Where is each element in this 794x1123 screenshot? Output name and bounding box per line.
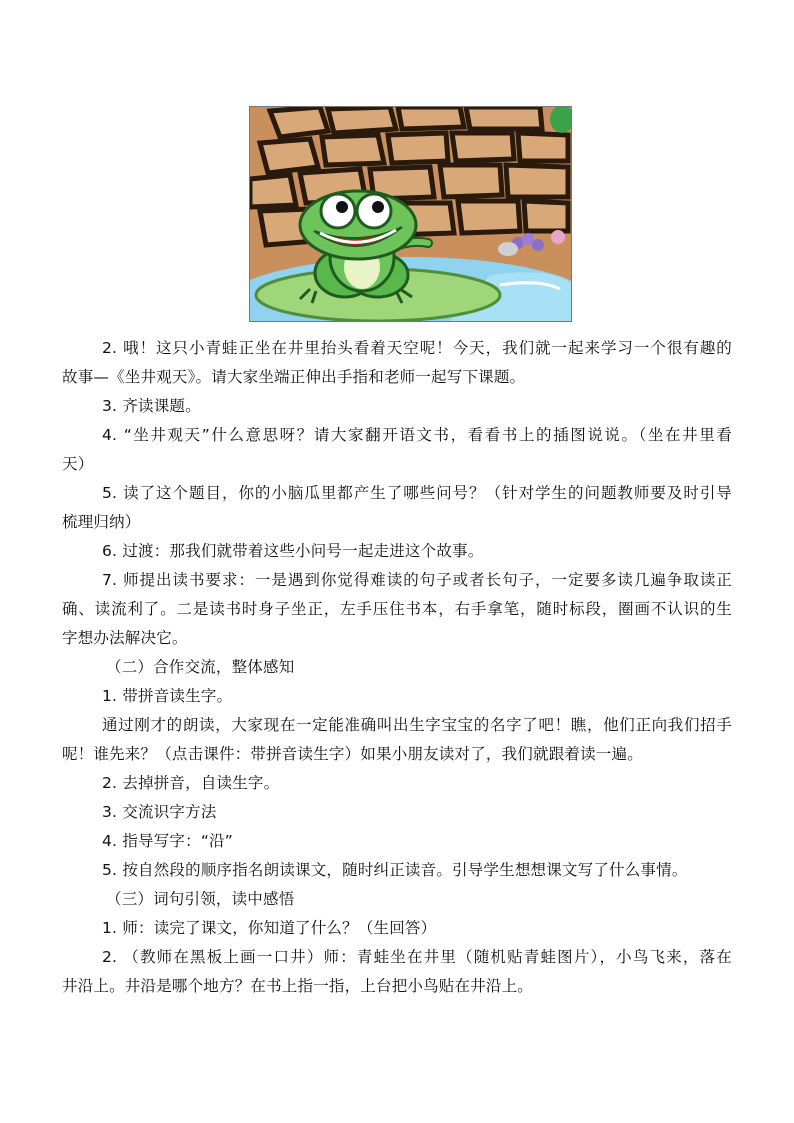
paragraph-4-line-1: 4. “坐井观天”什么意思呀？请大家翻开语文书，看看书上的插图说说。（坐在井里看	[102, 426, 732, 444]
paragraph-3: 3. 齐读课题。	[102, 397, 201, 415]
lesson-text	[62, 334, 732, 1001]
frog-illustration-svg	[250, 107, 571, 321]
section-2-item-1: 1. 带拼音读生字。	[102, 687, 233, 705]
section-2-item-4: 4. 指导写字：“沿”	[102, 832, 233, 850]
paragraph-7-line-1: 7. 师提出读书要求：一是遇到你觉得难读的句子或者长句子，一定要多读几遍争取读正	[102, 571, 732, 589]
section-3-item-1: 1. 师：读完了课文，你知道了什么？（生回答）	[102, 919, 437, 937]
paragraph-4-line-2: 天）	[62, 455, 94, 473]
section-3-item-2-line-2: 井沿上。井沿是哪个地方？在书上指一指，上台把小鸟贴在井沿上。	[62, 977, 534, 995]
section-2-item-2: 2. 去掉拼音，自读生字。	[102, 774, 280, 792]
paragraph-6: 6. 过渡：那我们就带着这些小问号一起走进这个故事。	[102, 542, 484, 560]
paragraph-5-line-1: 5. 读了这个题目，你的小脑瓜里都产生了哪些问号？（针对学生的问题教师要及时引导	[102, 484, 732, 502]
paragraph-7-line-2: 确、读流利了。二是读书时身子坐正，左手压住书本，右手拿笔，随时标段，圈画不认识的生	[62, 600, 732, 618]
section-2-body-line-2: 呢！谁先来？（点击课件：带拼音读生字）如果小朋友读对了，我们就跟着读一遍。	[62, 745, 643, 763]
section-2-item-3: 3. 交流识字方法	[102, 803, 217, 821]
section-heading-2: （二）合作交流，整体感知	[106, 658, 295, 676]
section-2-item-5: 5. 按自然段的顺序指名朗读课文，随时纠正读音。引导学生想想课文写了什么事情。	[102, 861, 688, 879]
section-heading-3: （三）词句引领，读中感悟	[106, 890, 295, 908]
section-3-item-2-line-1: 2. （教师在黑板上画一口井）师：青蛙坐在井里（随机贴青蛙图片），小鸟飞来，落在	[102, 948, 732, 966]
frog-in-well-illustration	[249, 106, 572, 322]
paragraph-2-line-2: 故事—《坐井观天》。请大家坐端正伸出手指和老师一起写下课题。	[62, 368, 526, 386]
paragraph-7-line-3: 字想办法解决它。	[62, 629, 188, 647]
paragraph-2-line-1: 2. 哦！这只小青蛙正坐在井里抬头看着天空呢！今天，我们就一起来学习一个很有趣的	[102, 339, 732, 357]
section-2-body-line-1: 通过刚才的朗读，大家现在一定能准确叫出生字宝宝的名字了吧！瞧，他们正向我们招手	[102, 716, 732, 734]
paragraph-5-line-2: 梳理归纳）	[62, 513, 141, 531]
